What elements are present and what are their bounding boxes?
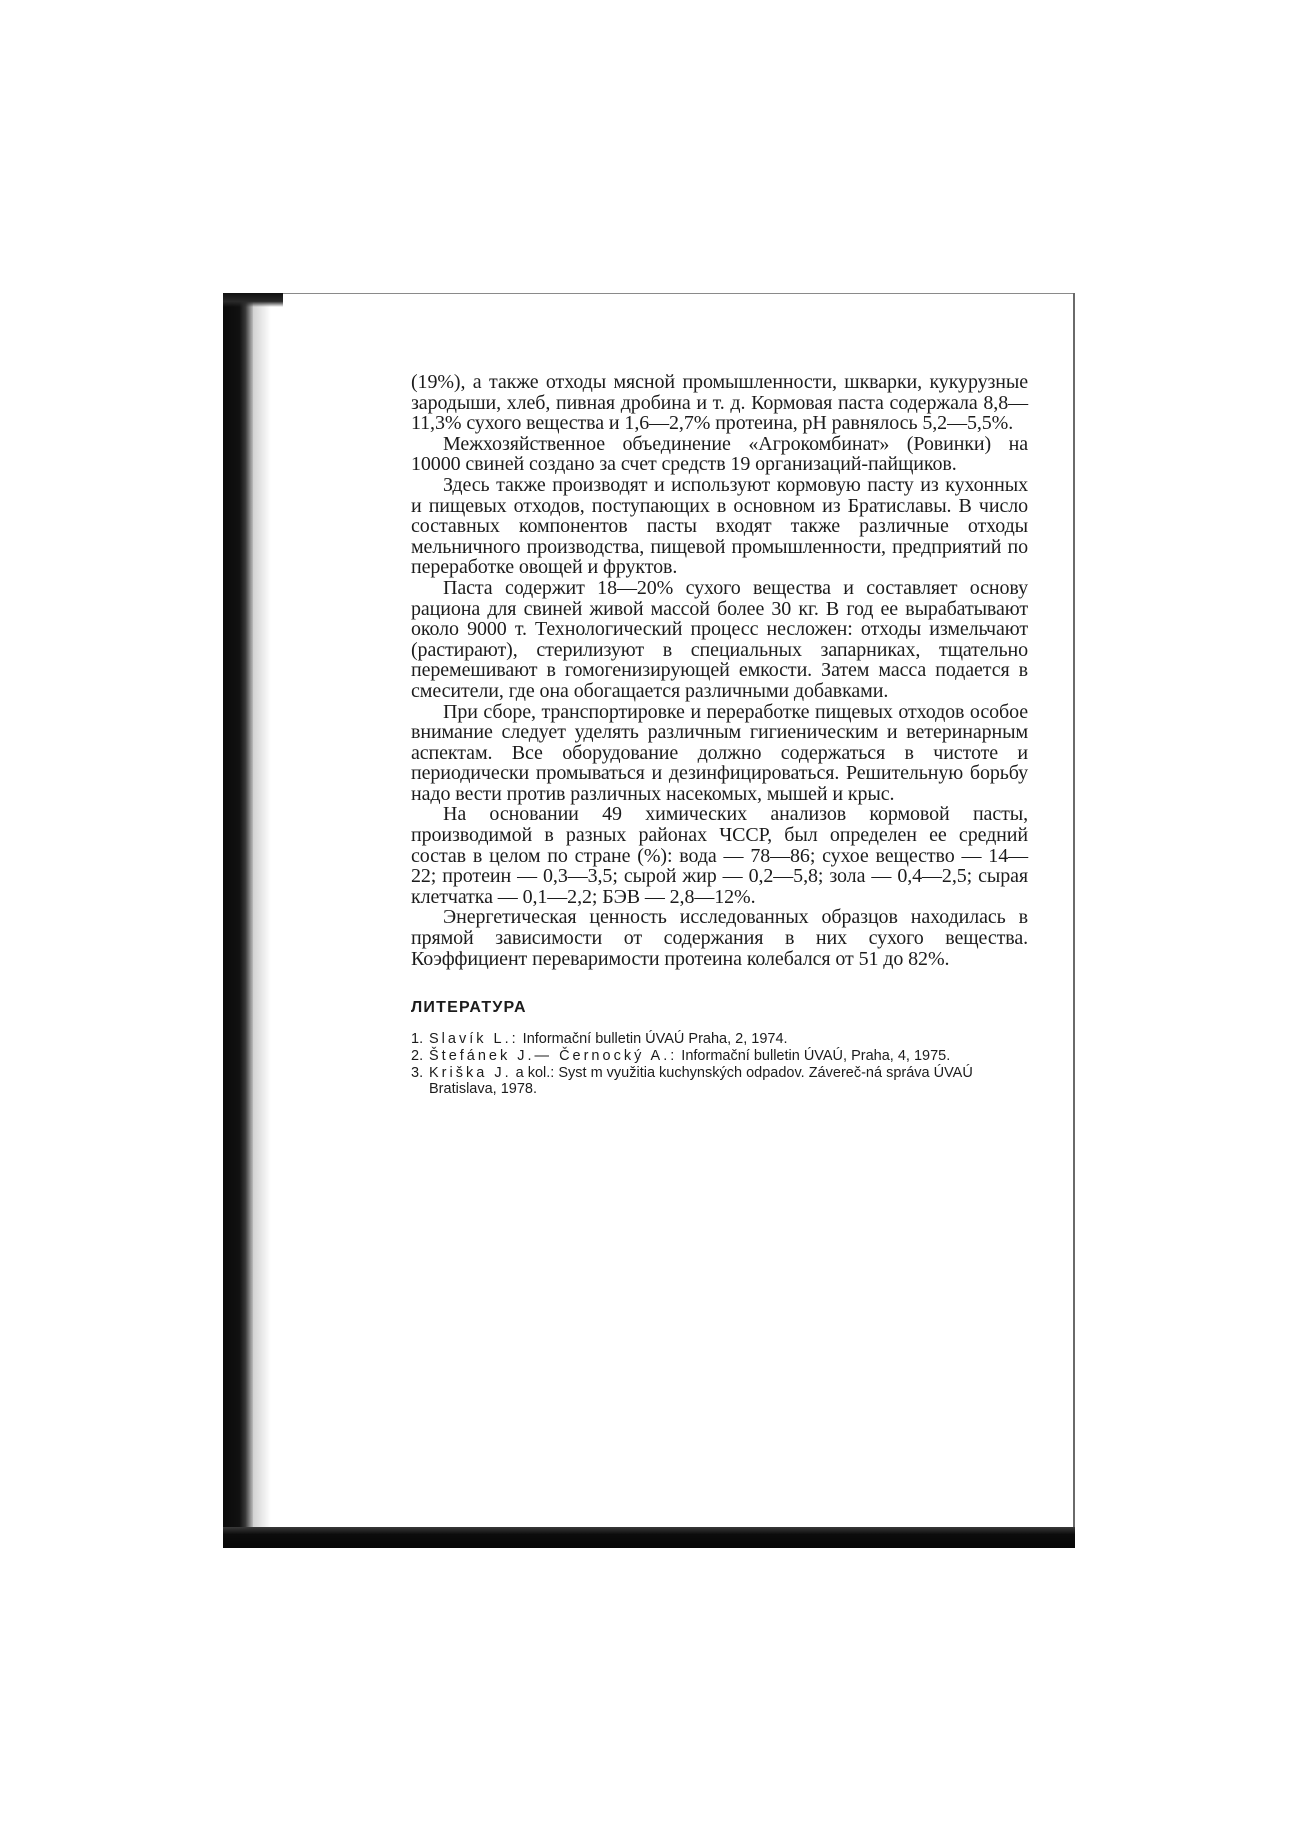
reference-source: Informační bulletin ÚVAÚ, Praha, 4, 1975. [677, 1048, 951, 1065]
scan-corner-mark [223, 293, 283, 307]
paragraph: Здесь также производят и используют кормовую пасту из кухонных и пищевых отходов, поступающих в основном из Братиславы. В число составных компонентов пасты входят также различные отходы мельничного производства, пищевой промышленности, предприятий по переработке овощей и фруктов. [411, 473, 1028, 579]
reference-author: Kriška J. [429, 1065, 512, 1082]
reference-number: 3. [411, 1065, 424, 1082]
page-body [411, 372, 1028, 1098]
reference-item [411, 1065, 1028, 1097]
reference-number: 2. [411, 1048, 424, 1065]
scan-shadow [253, 293, 271, 1548]
paragraph: На основании 49 химических анализов кормовой пасты, производимой в разных районах ЧССР, был определен ее средний состав в целом по стране (%): вода — 78—86; сухое вещество — 14—22; протеин — 0,3—3,5; сырой жир — 0,2—5,8; зола — 0,4—2,5; сырая клетчатка — 0,1—2,2; БЭВ — 2,8—12%. [411, 803, 1028, 908]
reference-text [429, 1048, 1028, 1064]
scan-binding-edge [223, 293, 253, 1548]
reference-author: Slavík L.: [429, 1031, 519, 1048]
page-top-edge [283, 293, 1073, 294]
reference-text [429, 1031, 1028, 1047]
scan-bottom-edge [223, 1527, 1075, 1548]
reference-number: 1. [411, 1031, 424, 1048]
reference-text [429, 1065, 1028, 1097]
paragraph: Межхозяйственное объединение «Агрокомбинат» (Ровинки) на 10000 свиней создано за счет средств 19 организаций-пайщиков. [411, 432, 1028, 476]
reference-item [411, 1031, 1028, 1047]
paragraph: Паста содержит 18—20% сухого вещества и составляет основу рациона для свиней живой массой более 30 кг. В год ее вырабатывают около 9000 т. Технологический процесс несложен: отходы измельчают (растирают), стерилизуют в специальных запарниках, тщательно перемешивают в гомогенизирующей емкости. Затем масса подается в смесители, где она обогащается различными добавками. [411, 576, 1028, 702]
reference-source: Informační bulletin ÚVAÚ Praha, 2, 1974. [518, 1031, 788, 1048]
paragraph: (19%), а также отходы мясной промышленности, шкварки, кукурузные зародыши, хлеб, пивная дробина и т. д. Кормовая паста содержала 8,8—11,3% сухого вещества и 1,6—2,7% протеина, pH равнялось 5,2—5,5%. [411, 371, 1028, 435]
reference-list [411, 1031, 1028, 1097]
paragraph: Энергетическая ценность исследованных образцов находилась в прямой зависимости от содержания в них сухого вещества. Коэффициент переваримости протеина колебался от 51 до 82%. [411, 906, 1028, 970]
literature-heading: ЛИТЕРАТУРА [411, 999, 527, 1017]
reference-source: a kol.: Syst m využitia kuchynských odpadov. Závereč-ná správa ÚVAÚ Bratislava, 1978. [429, 1065, 973, 1098]
page-right-edge [1073, 293, 1075, 1548]
reference-author: Štefánek J.— Černocký A.: [429, 1048, 678, 1065]
paragraph: При сборе, транспортировке и переработке пищевых отходов особое внимание следует уделять различным гигиеническим и ветеринарным аспектам. Все оборудование должно содержаться в чистоте и периодически промываться и дезинфицироваться. Решительную борьбу надо вести против различных насекомых, мышей и крыс. [411, 700, 1028, 805]
reference-item [411, 1048, 1028, 1064]
